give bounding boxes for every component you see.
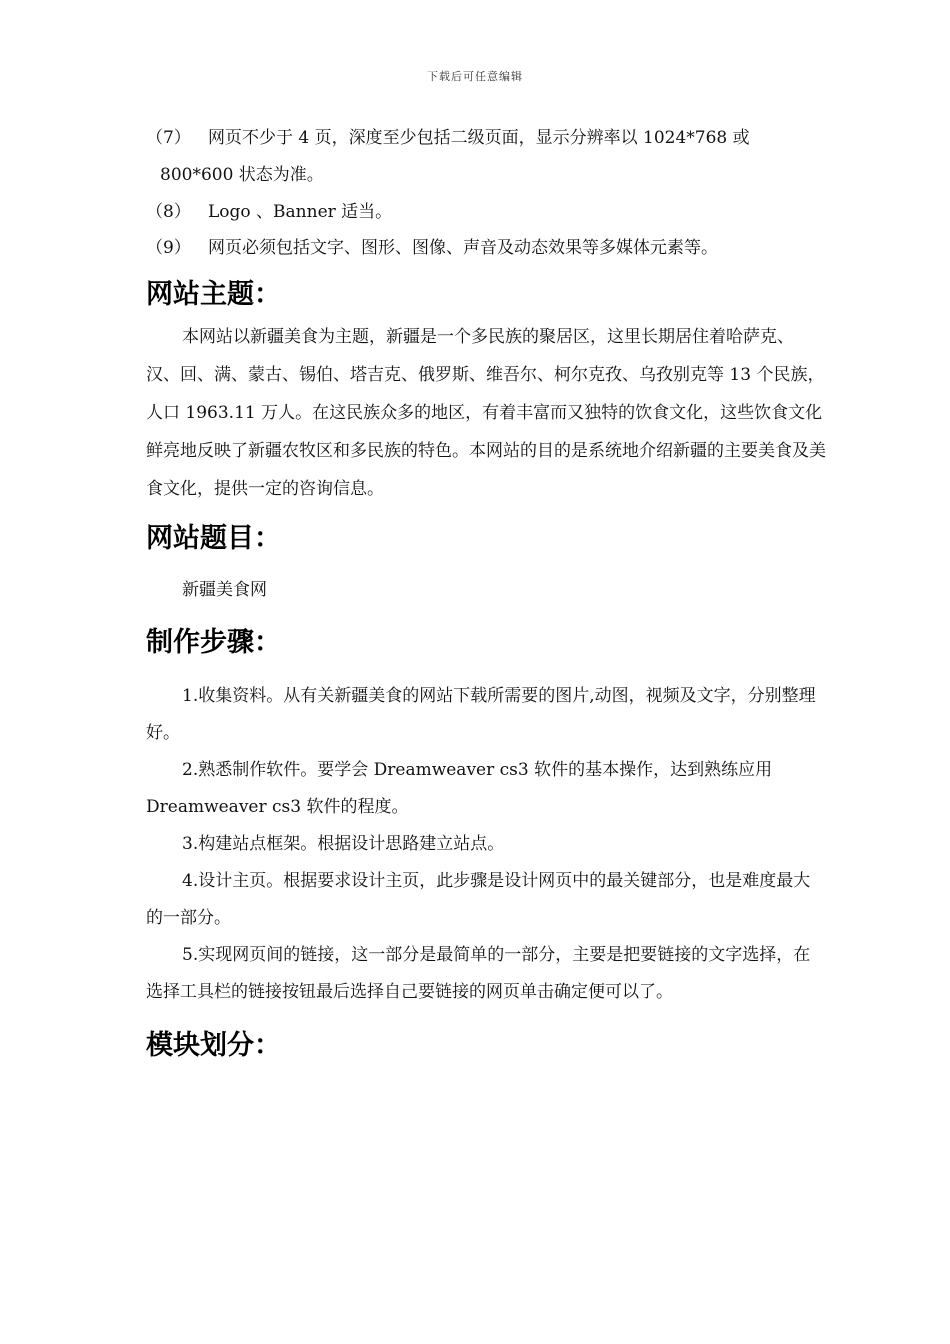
document-body [146,120,826,1069]
step-item: 5.实现网页间的链接，这一部分是最简单的一部分，主要是把要链接的文字选择，在选择工具栏的链接按钮最后选择自己要链接的网页单击确定便可以了。 [146,945,811,1002]
section-heading-steps: 制作步骤： [146,627,281,658]
requirement-number: （9） [146,238,191,258]
requirement-number: （8） [146,202,191,222]
step-item: 3.构建站点框架。根据设计思路建立站点。 [182,834,505,854]
requirement-text-continuation: 800*600 状态为准。 [160,165,324,185]
requirement-item-7 [146,120,826,156]
requirement-text: Logo 、Banner 适当。 [208,202,393,222]
theme-paragraph: 本网站以新疆美食为主题，新疆是一个多民族的聚居区，这里长期居住着哈萨克、汉、回、满、蒙古、锡伯、塔吉克、俄罗斯、维吾尔、柯尔克孜、乌孜别克等 13 个民族，人口 1963.11 万人。在这民族众多的地区，有着丰富而又独特的饮食文化，这些饮食文化鲜亮地反映了新疆农牧区和多民族的特色。本网站的目的是系统地介绍新疆的主要美食及美食文化，提供一定的咨询信息。 [146,327,826,499]
step-item: 2.熟悉制作软件。要学会 Dreamweaver cs3 软件的基本操作，达到熟练应用 Dreamweaver cs3 软件的程度。 [146,760,773,817]
steps-list [146,678,826,1011]
page-header-note: 下载后可任意编辑 [427,70,523,83]
site-name: 新疆美食网 [182,580,267,600]
requirement-number: （7） [146,128,191,148]
requirement-text: 网页不少于 4 页，深度至少包括二级页面，显示分辨率以 1024*768 或 [208,128,750,148]
step-item: 1.收集资料。从有关新疆美食的网站下载所需要的图片,动图，视频及文字，分别整理好。 [146,686,816,743]
section-heading-title: 网站题目： [146,523,281,554]
requirement-item-9 [146,230,826,266]
section-heading-theme: 网站主题： [146,279,281,310]
requirement-text: 网页必须包括文字、图形、图像、声音及动态效果等多媒体元素等。 [208,238,718,258]
requirement-item-8 [146,194,826,230]
step-item: 4.设计主页。根据要求设计主页，此步骤是设计网页中的最关键部分，也是难度最大的一部分。 [146,871,811,928]
section-heading-modules: 模块划分： [146,1030,281,1061]
